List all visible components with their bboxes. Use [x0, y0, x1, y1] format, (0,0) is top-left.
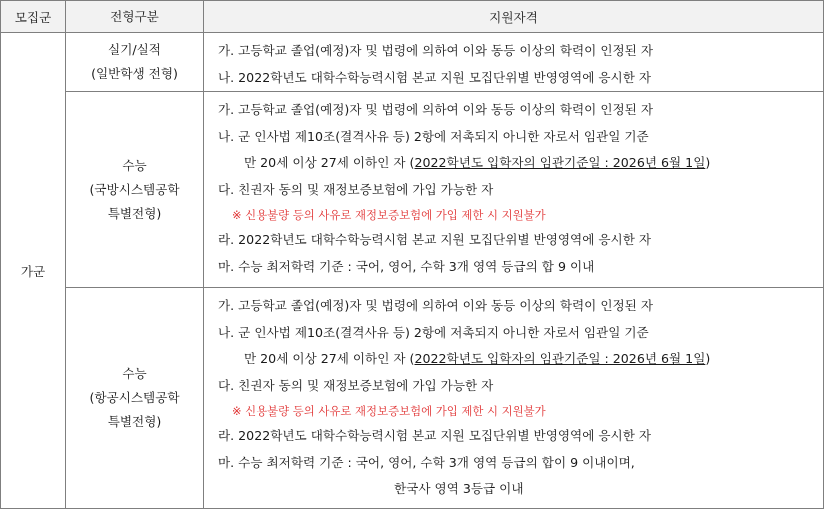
admission-type-line: (국방시스템공학 — [89, 181, 180, 197]
closing-paren: ) — [705, 155, 711, 170]
admission-type-line: 수능 — [122, 366, 147, 381]
header-admission-type: 전형구분 — [66, 1, 204, 33]
closing-paren: ) — [705, 351, 711, 366]
eligibility-line: 가. 고등학교 졸업(예정)자 및 법령에 의하여 이와 동등 이상의 학력이 인정된 자 — [218, 43, 653, 58]
eligibility-line: 나. 군 인사법 제10조(결격사유 등) 2항에 저촉되지 아니한 자로서 임관일 기준 — [218, 324, 649, 340]
eligibility-line: 라. 2022학년도 대학수학능력시험 본교 지원 모집단위별 반영영역에 응시한 자 — [218, 232, 652, 247]
eligibility-line: 라. 2022학년도 대학수학능력시험 본교 지원 모집단위별 반영영역에 응시한 자 — [218, 428, 652, 443]
age-requirement-text: 만 20세 이상 27세 이하인 자 ( — [244, 351, 415, 366]
eligibility-line — [218, 150, 823, 177]
table-row — [1, 92, 824, 288]
eligibility-line: 가. 고등학교 졸업(예정)자 및 법령에 의하여 이와 동등 이상의 학력이 인정된 자 — [218, 298, 653, 313]
eligibility-line: 다. 친권자 동의 및 재정보증보험에 가입 가능한 자 — [218, 181, 494, 197]
eligibility-line — [218, 346, 823, 373]
admission-type-line: 수능 — [122, 157, 147, 173]
warning-note: ※ 신용불량 등의 사유로 재정보증보험에 가입 제한 시 지원불가 — [232, 404, 546, 418]
eligibility-cell — [204, 33, 824, 92]
admission-type-cell — [66, 33, 204, 92]
eligibility-cell — [204, 92, 824, 288]
table-row — [1, 33, 824, 92]
recruit-group-cell: 가군 — [1, 33, 66, 509]
age-requirement-text: 만 20세 이상 27세 이하인 자 ( — [244, 155, 415, 170]
table-header-row — [1, 1, 824, 33]
header-eligibility: 지원자격 — [204, 1, 824, 33]
warning-note: ※ 신용불량 등의 사유로 재정보증보험에 가입 제한 시 지원불가 — [232, 208, 546, 222]
table-row — [1, 288, 824, 509]
admission-type-line: 실기/실적 — [108, 42, 161, 57]
commission-date-note: 2022학년도 입학자의 임관기준일 : 2026년 6월 1일 — [414, 155, 706, 170]
admission-type-line: 특별전형) — [107, 414, 162, 429]
eligibility-line: 나. 2022학년도 대학수학능력시험 본교 지원 모집단위별 반영영역에 응시한 자 — [218, 69, 652, 85]
commission-date-note: 2022학년도 입학자의 임관기준일 : 2026년 6월 1일 — [414, 351, 706, 366]
eligibility-line: 다. 친권자 동의 및 재정보증보험에 가입 가능한 자 — [218, 377, 494, 393]
header-recruit-group: 모집군 — [1, 1, 66, 33]
eligibility-line: 가. 고등학교 졸업(예정)자 및 법령에 의하여 이와 동등 이상의 학력이 인정된 자 — [218, 102, 653, 117]
eligibility-line: 마. 수능 최저학력 기준 : 국어, 영어, 수학 3개 영역 등급의 합이 9 이내이며, — [218, 454, 635, 470]
admission-type-line: 특별전형) — [107, 205, 162, 221]
eligibility-cell — [204, 288, 824, 509]
admission-type-cell — [66, 288, 204, 509]
admission-type-cell — [66, 92, 204, 288]
eligibility-line: 마. 수능 최저학력 기준 : 국어, 영어, 수학 3개 영역 등급의 합 9 이내 — [218, 258, 595, 274]
eligibility-line: 한국사 영역 3등급 이내 — [394, 481, 524, 496]
admission-type-line: (일반학생 전형) — [91, 66, 178, 81]
admission-type-line: (항공시스템공학 — [89, 390, 180, 405]
eligibility-line: 나. 군 인사법 제10조(결격사유 등) 2항에 저촉되지 아니한 자로서 임관일 기준 — [218, 128, 649, 144]
